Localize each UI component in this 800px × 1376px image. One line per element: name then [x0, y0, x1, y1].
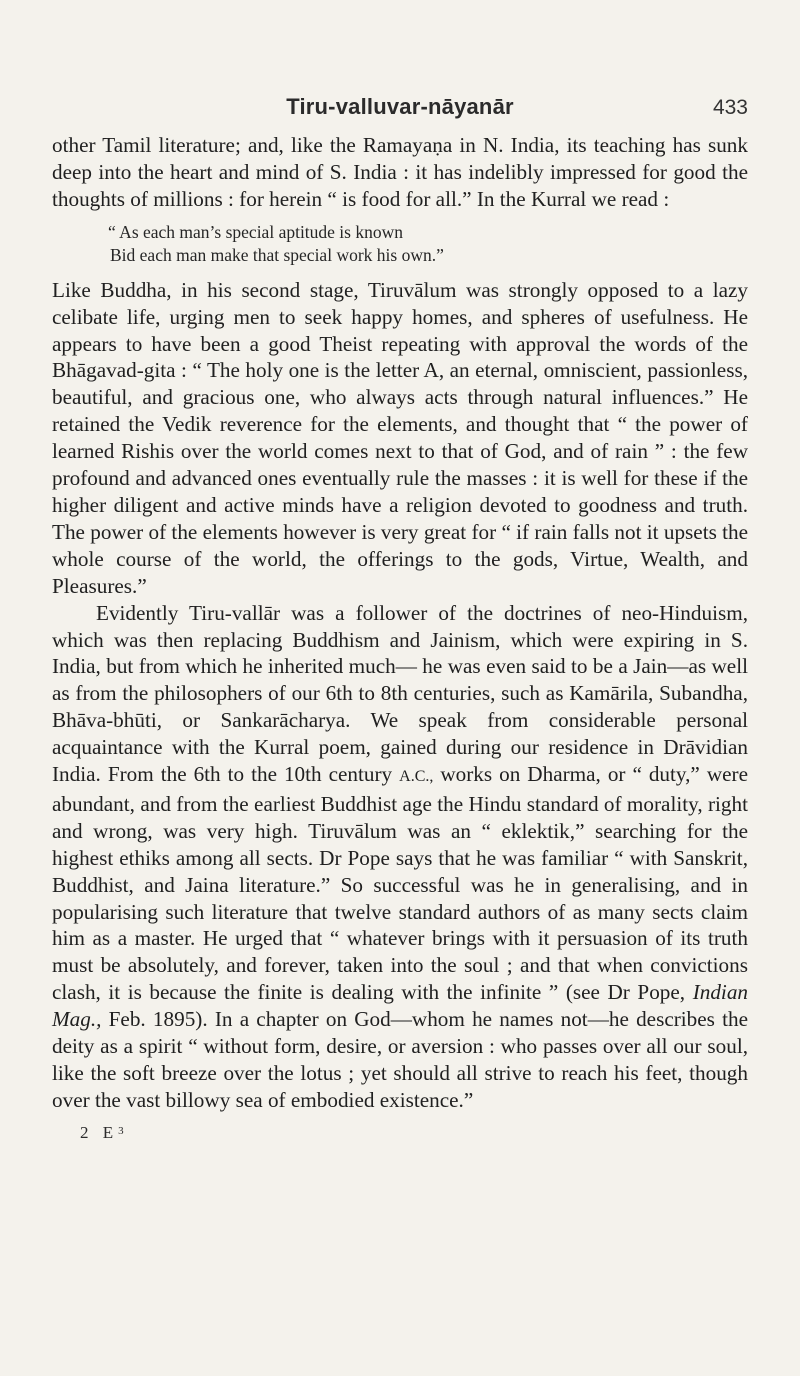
kurral-quote	[108, 221, 748, 267]
signature-mark: 2 E	[80, 1122, 119, 1142]
paragraph-1: other Tamil literature; and, like the Ramayaṇa in N. India, its teaching has sunk deep into the heart and mind of S. India : it has indelibly impressed for good the thoughts of millions : for herein “ is food for all.” In the Kurral we read :	[52, 133, 748, 211]
paragraph-3	[52, 600, 748, 1114]
page-number: 433	[712, 96, 748, 119]
era-abbreviation: A.C.,	[399, 768, 434, 786]
page-header	[52, 0, 748, 132]
quote-line-1: “ As each man’s special aptitude is known	[108, 221, 403, 242]
quote-line-2: Bid each man make that special work his own.”	[110, 244, 444, 265]
running-title: Tiru-valluvar-nāyanār	[286, 94, 514, 119]
printer-signature	[80, 1120, 748, 1147]
paragraph-3-part-2: works on Dharma, or “ duty,” were abundant, and from the earliest Buddhist age the Hindu standard of morality, right and wrong, was very high. Tiruvālum was an “ eklektik,” searching for the highest ethiks among all sects. Dr Pope says that he was familiar “ with Sanskrit, Buddhist, and Jaina literature.” So successful was he in generalising, and in popularising such literature that twelve standard authors of as many sects claim him as a master. He urged that “ whatever brings with it persuasion of its truth must be absolutely, and forever, taken into the soul ; and that when convictions clash, it is because the finite is dealing with the infinite ” (see Dr Pope,	[52, 762, 748, 1005]
body-text	[52, 132, 748, 1147]
journal-title: Indian Mag.,	[52, 980, 749, 1032]
paragraph-3-part-1: Evidently Tiru-vallār was a follower of the doctrines of neo-Hinduism, which was then replacing Buddhism and Jainism, which were expiring in S. India, but from which he inherited much— he was even said to be a Jain—as well as from the philosophers of our 6th to 8th centuries, such as Kamārila, Subandha, Bhāva-bhūti, or Sankarācharya. We speak from considerable personal acquaintance with the Kurral poem, gained during our residence in Drāvidian India. From the 6th to the 10th century	[52, 600, 748, 787]
signature-superscript: 3	[118, 1124, 129, 1137]
paragraph-3-part-3: Feb. 1895). In a chapter on God—whom he names not—he describes the deity as a spirit “ without form, desire, or aversion : who passes over all our soul, like the soft breeze over the lotus ; yet should all strive to reach his feet, though over the vast billowy sea of embodied existence.”	[52, 1007, 748, 1112]
paragraph-2: Like Buddha, in his second stage, Tiruvālum was strongly opposed to a lazy celibate life, urging men to seek happy homes, and spheres of usefulness. He appears to have been a good Theist repeating with approval the words of the Bhāgavad-gita : “ The holy one is the letter A, an eternal, omniscient, passionless, beautiful, and gracious one, who always acts through natural influences.” He retained the Vedik reverence for the elements, and thought that “ the power of learned Rishis over the world comes next to that of God, and of rain ” : the few profound and advanced ones eventually rule the masses : it is well for these if the higher diligent and active minds have a religion devoted to goodness and truth. The power of the elements however is very great for “ if rain falls not it upsets the whole course of the world, the offerings to the gods, Virtue, Wealth, and Pleasures.”	[52, 277, 749, 598]
